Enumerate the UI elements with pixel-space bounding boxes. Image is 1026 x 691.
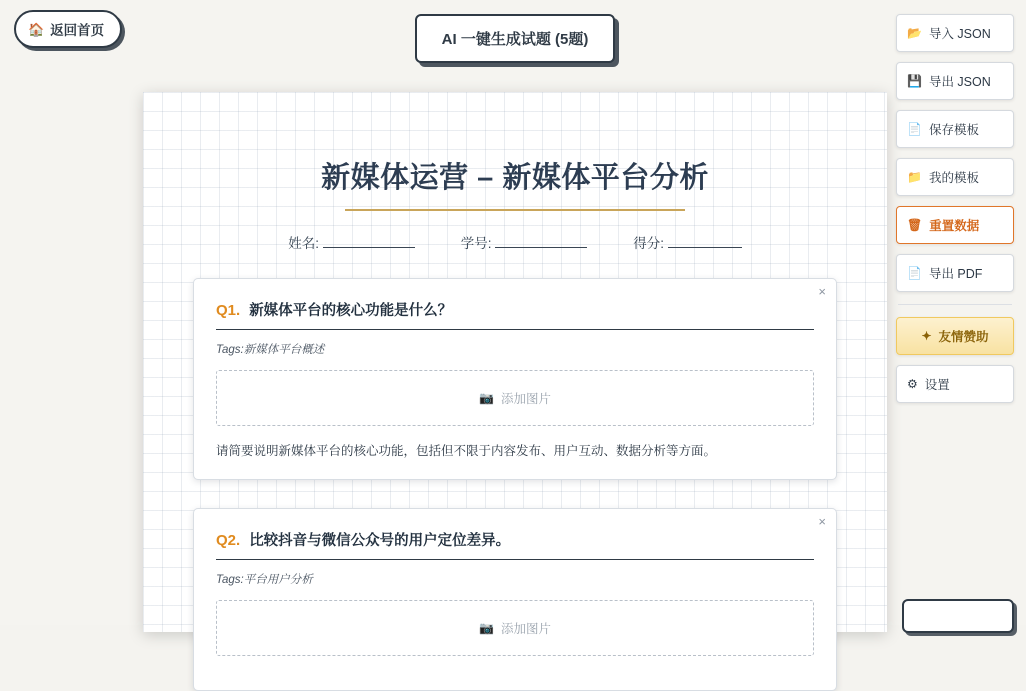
question-card[interactable] xyxy=(193,278,837,480)
sidebar-item-label: 友情赞助 xyxy=(938,330,989,344)
question-header xyxy=(216,529,814,560)
ai-generate-questions-button[interactable] xyxy=(415,14,615,63)
question-text[interactable]: 比较抖音与微信公众号的用户定位差异。 xyxy=(249,532,511,549)
add-image-label: 添加图片 xyxy=(500,621,551,636)
question-tags[interactable]: Tags:新媒体平台概述 xyxy=(216,344,325,356)
add-image-dropzone[interactable] xyxy=(216,600,814,656)
question-number: Q2. xyxy=(216,531,241,549)
trash-icon: 🗑 xyxy=(907,218,923,232)
sidebar-item-import-json[interactable] xyxy=(896,14,1014,52)
score-input-blank[interactable] xyxy=(668,247,742,248)
sidebar-item-my-templates[interactable] xyxy=(896,158,1014,196)
close-icon[interactable]: × xyxy=(818,284,826,299)
add-image-dropzone[interactable] xyxy=(216,370,814,426)
sidebar-item-label: 设置 xyxy=(924,378,950,392)
close-icon[interactable]: × xyxy=(818,513,826,529)
score-field-group[interactable] xyxy=(633,232,742,252)
questions-list xyxy=(143,278,887,691)
sidebar-item-sponsor[interactable] xyxy=(896,317,1014,355)
camera-icon: 📷 xyxy=(479,620,494,635)
student-id-field-group[interactable] xyxy=(461,232,588,252)
sidebar-item-label: 我的模板 xyxy=(928,171,979,185)
score-label: 得分: xyxy=(633,236,665,251)
bottom-floating-button[interactable] xyxy=(902,599,1014,633)
student-id-label: 学号: xyxy=(460,236,492,251)
folder-icon: 📁 xyxy=(907,170,922,184)
save-icon: 💾 xyxy=(907,74,922,88)
document-icon: 📄 xyxy=(907,122,922,136)
sidebar-divider xyxy=(898,304,1012,305)
sidebar-item-settings[interactable] xyxy=(896,365,1014,403)
back-to-home-button[interactable] xyxy=(14,10,122,48)
add-image-label: 添加图片 xyxy=(500,392,551,406)
question-answer-text[interactable]: 请简要说明新媒体平台的核心功能，包括但不限于内容发布、用户互动、数据分析等方面。 xyxy=(216,444,717,458)
sidebar-item-label: 导出 PDF xyxy=(928,267,983,281)
name-input-blank[interactable] xyxy=(323,247,415,248)
home-icon: 🏠 xyxy=(28,21,45,37)
question-header xyxy=(216,299,814,330)
question-card[interactable] xyxy=(193,508,837,691)
student-meta-row xyxy=(143,232,887,252)
sparkle-icon: ✦ xyxy=(921,329,932,343)
name-label: 姓名: xyxy=(288,236,319,251)
question-text[interactable]: 新媒体平台的核心功能是什么？ xyxy=(249,303,453,319)
name-field-group[interactable] xyxy=(288,232,415,252)
student-id-input-blank[interactable] xyxy=(495,247,587,248)
sidebar-item-save-template[interactable] xyxy=(896,110,1014,148)
exam-paper-sheet xyxy=(143,92,887,636)
right-sidebar xyxy=(896,14,1014,403)
sidebar-item-label: 重置数据 xyxy=(929,219,980,233)
camera-icon: 📷 xyxy=(479,391,494,405)
sidebar-item-export-pdf[interactable] xyxy=(896,254,1014,292)
document-icon: 📄 xyxy=(907,266,922,280)
sidebar-item-reset-data[interactable] xyxy=(896,206,1014,244)
sidebar-item-export-json[interactable] xyxy=(896,62,1014,100)
title-divider xyxy=(345,209,685,211)
sidebar-item-label: 导入 JSON xyxy=(928,27,991,41)
ai-generate-label: AI 一键生成试题 (5题) xyxy=(441,31,589,48)
page-title: 新媒体运营 – 新媒体平台分析 xyxy=(321,162,709,194)
sidebar-item-label: 保存模板 xyxy=(928,123,979,137)
sidebar-item-label: 导出 JSON xyxy=(928,75,991,89)
back-to-home-label: 返回首页 xyxy=(50,23,105,38)
folder-icon: 📂 xyxy=(907,26,922,40)
question-tags[interactable]: Tags:平台用户分析 xyxy=(216,573,313,586)
question-number: Q1. xyxy=(216,302,241,319)
gear-icon: ⚙ xyxy=(907,377,918,391)
